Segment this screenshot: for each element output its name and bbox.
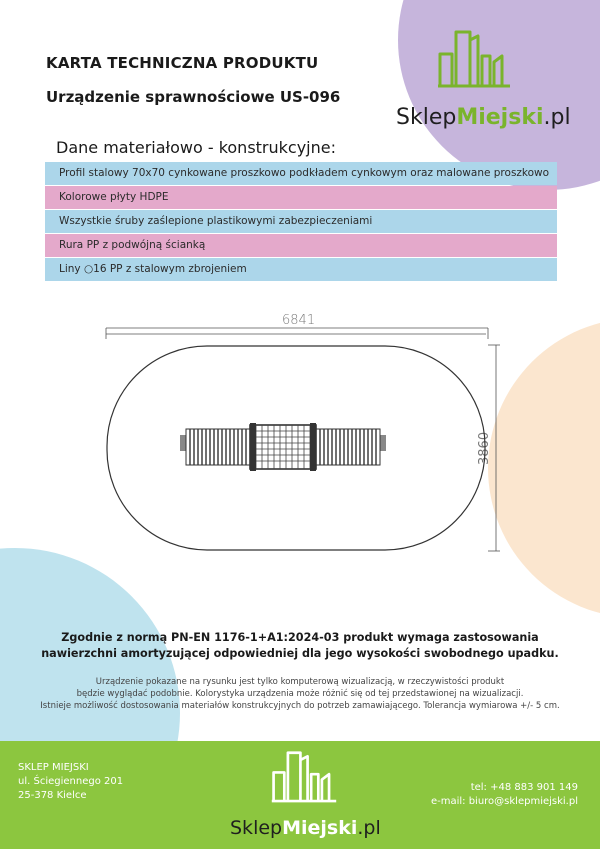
top-view-drawing — [100, 305, 502, 555]
city-buildings-icon — [270, 747, 338, 805]
materials-row: Wszystkie śruby zaślepione plastikowymi zabezpieczeniami — [45, 210, 557, 233]
company-name: SKLEP MIEJSKI — [18, 762, 89, 773]
city-address: 25-378 Kielce — [18, 790, 87, 801]
logo-wordmark: SklepMiejski.pl — [230, 817, 381, 839]
materials-row: Profil stalowy 70x70 cynkowane proszkowo podkładem cynkowym oraz malowane proszkowo — [45, 162, 557, 185]
materials-list — [45, 162, 557, 282]
materials-row: Kolorowe płyty HDPE — [45, 186, 557, 209]
footer-brand-logo — [230, 747, 380, 847]
note-line: Istnieje możliwość dostosowania materiałów konstrukcyjnych do potrzeb zamawiającego. Tolerancja wymiarowa +/- 5 cm. — [40, 701, 560, 711]
page-title: KARTA TECHNICZNA PRODUKTU — [46, 54, 319, 72]
note-line: będzie wyglądać podobnie. Kolorystyka urządzenia może różnić się od tej przedstawionej na wizualizacji. — [76, 689, 524, 699]
disclaimer-note — [0, 676, 600, 712]
city-buildings-icon — [436, 26, 512, 90]
brand-logo — [396, 26, 586, 136]
email-address[interactable]: e-mail: biuro@sklepmiejski.pl — [430, 796, 578, 807]
materials-row: Rura PP z podwójną ścianką — [45, 234, 557, 257]
norm-notice — [0, 630, 600, 662]
norm-line: Zgodnie z normą PN-EN 1176-1+A1:2024-03 produkt wymaga zastosowania — [61, 631, 539, 644]
materials-heading: Dane materiałowo - konstrukcyjne: — [56, 138, 336, 157]
footer-contact — [431, 781, 578, 809]
product-name: Urządzenie sprawnościowe US-096 — [46, 88, 341, 106]
norm-line: nawierzchni amortyzującej odpowiedniej dla jego wysokości swobodnego upadku. — [41, 647, 559, 660]
decor-circle-peach — [488, 318, 600, 618]
technical-drawing — [100, 305, 502, 555]
logo-wordmark: SklepMiejski.pl — [396, 105, 571, 130]
dimension-height-label: 3860 — [477, 431, 492, 465]
footer — [0, 741, 600, 849]
street-address: ul. Ściegiennego 201 — [18, 776, 124, 787]
dimension-width-label: 6841 — [282, 313, 316, 328]
note-line: Urządzenie pokazane na rysunku jest tylko komputerową wizualizacją, w rzeczywistości produkt — [95, 677, 505, 687]
equipment-top-view — [180, 423, 386, 471]
materials-row: Liny ○16 PP z stalowym zbrojeniem — [45, 258, 557, 281]
footer-address — [18, 761, 123, 803]
phone-number[interactable]: tel: +48 883 901 149 — [470, 782, 578, 793]
